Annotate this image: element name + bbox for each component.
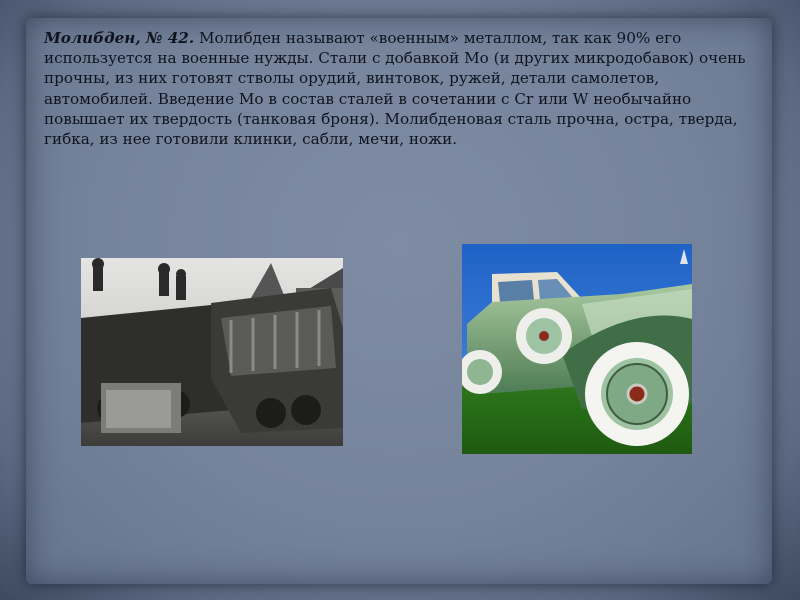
tank-photo — [81, 258, 343, 446]
slide-heading: Молибден, № 42. — [44, 29, 195, 47]
slide-text — [44, 28, 764, 149]
tank-illustration — [81, 258, 343, 446]
vintage-car-photo — [462, 244, 692, 454]
car-illustration — [462, 244, 692, 454]
slide-body: Молибден называют «военным» металлом, так как 90% его используется на военные нужды. Стали с добавкой Мо (и других микродобавок) очень прочны, из них готовят стволы орудий, винтовок, ружей, детали самолетов, автомобилей. Введение Мо в состав сталей в сочетании с Cr или W необычайно повышает их твердость (танковая броня). Молибденовая сталь прочна, остра, тверда, гибка, из нее готовили клинки, сабли, мечи, ножи. — [44, 29, 746, 149]
